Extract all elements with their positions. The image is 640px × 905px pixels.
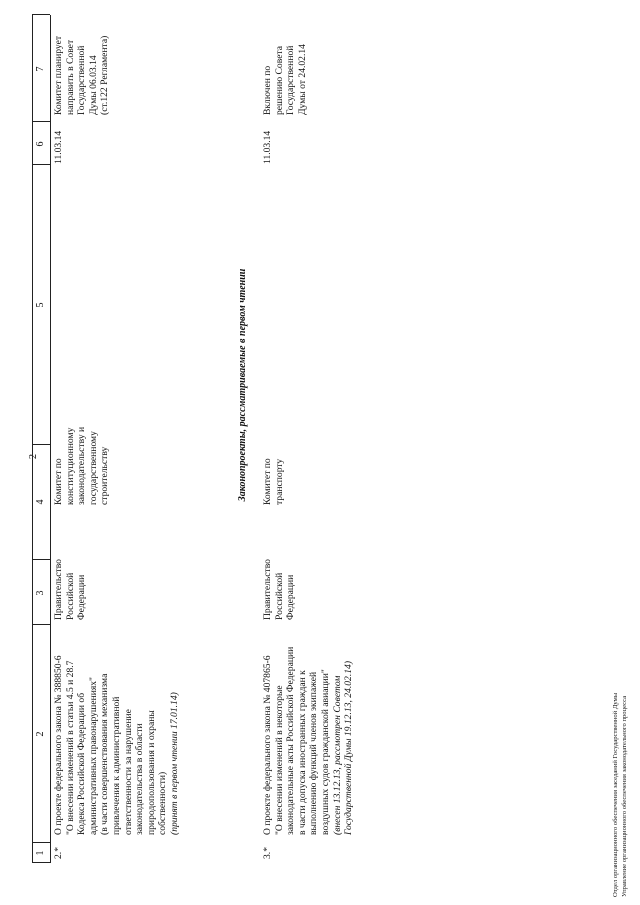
initiator-line: Правительство [53, 559, 64, 620]
table-top-border [32, 15, 33, 863]
initiator-line: Российской [273, 572, 285, 620]
status-line: решению Совета [273, 45, 285, 115]
status-line: Комитет планирует [53, 35, 64, 115]
row-number: 2.* [53, 847, 64, 859]
description-line: Государственной Думы 19.12.13, 24.02.14) [343, 660, 355, 835]
column-divider [32, 444, 50, 445]
description-line: законодательные акты Российской Федерации [285, 646, 297, 835]
committee-line: государственному [87, 431, 99, 505]
column-divider [32, 624, 50, 625]
review-date: 11.03.14 [53, 130, 64, 164]
review-date: 11.03.14 [262, 130, 273, 164]
column-divider [32, 121, 50, 122]
initiator-line: Федерации [76, 574, 88, 620]
description-line: ответственности за нарушение [122, 709, 134, 835]
status-line: Включен по [262, 65, 273, 115]
description-line: Кодекса Российской Федерации об [76, 692, 88, 835]
initiator-line: Федерации [285, 574, 297, 620]
description-line: привлечения к административной [110, 696, 122, 835]
bill-status [262, 44, 308, 115]
committee-line: строительству [99, 446, 111, 505]
committee-line: законодательству и [76, 426, 88, 505]
description-line: "О внесении изменений в статьи 4.5 и 28.7 [64, 660, 76, 835]
page-number: 2 [28, 454, 39, 459]
description-line: природопользования и охраны [145, 710, 157, 835]
committee-line: конституционному [64, 427, 76, 505]
row-number: 3.* [262, 847, 273, 859]
bill-initiator [53, 559, 88, 620]
description-line: О проекте федерального закона № 407865-6 [262, 655, 273, 835]
bill-description [262, 647, 355, 835]
description-line: воздушных судов гражданской авиации" [319, 669, 331, 835]
column-header-4: 4 [35, 499, 46, 505]
description-line: законодательства в области [134, 723, 146, 835]
column-header-2: 2 [35, 731, 46, 737]
description-line: (в части совершенствования механизма [99, 673, 111, 835]
footer-department: Отдел организационного обеспечения заседаний Государственной Думы [612, 692, 619, 897]
responsible-committee [53, 427, 111, 505]
bill-initiator [262, 559, 297, 620]
section-heading: Законопроекты, рассматриваемые в первом чтении [237, 268, 248, 502]
status-line: (ст.122 Регламента) [99, 35, 111, 115]
description-line: (внесен 13.12.13, рассмотрен Советом [331, 675, 343, 835]
status-line: Думы от 24.02.14 [296, 44, 308, 115]
status-line: Государственной [285, 45, 297, 115]
status-line: Государственной [76, 45, 88, 115]
description-line: О проекте федерального закона № 388850-6 [53, 655, 64, 835]
status-line: направить в Совет [64, 39, 76, 115]
status-line: Думы 06.03.14 [87, 55, 99, 115]
column-header-7: 7 [35, 66, 46, 72]
description-line: в части допуска иностранных граждан к [296, 670, 308, 835]
column-divider [32, 559, 50, 560]
initiator-line: Российской [64, 572, 76, 620]
footer-directorate: Управление организационного обеспечения законодательного процесса [621, 695, 628, 897]
committee-line: Комитет по [262, 458, 273, 505]
description-line: собственности) [157, 771, 169, 835]
responsible-committee [262, 458, 285, 505]
column-header-5: 5 [35, 302, 46, 308]
bill-description [53, 655, 181, 835]
description-line: выполнению функций членов экипажей [308, 671, 320, 835]
column-header-1: 1 [35, 850, 46, 856]
column-header-6: 6 [35, 141, 46, 147]
committee-line: Комитет по [53, 458, 64, 505]
committee-line: транспорту [273, 458, 285, 505]
bill-status [53, 36, 111, 115]
initiator-line: Правительство [262, 559, 273, 620]
column-divider [32, 14, 50, 15]
description-line: (принят в первом чтении 17.01.14) [168, 692, 180, 835]
description-line: "О внесении изменений в некоторые [273, 685, 285, 835]
column-header-3: 3 [35, 590, 46, 596]
description-line: административных правонарушениях" [87, 677, 99, 835]
table-header-border [50, 15, 51, 863]
column-divider [32, 164, 50, 165]
